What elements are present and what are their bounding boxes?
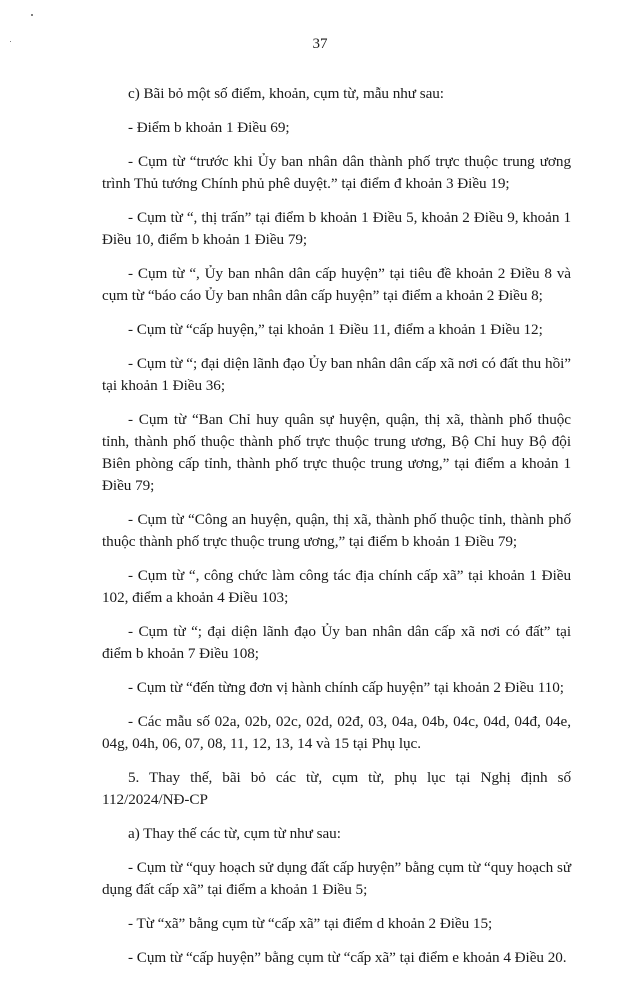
list-item: - Cụm từ “trước khi Ủy ban nhân dân thành phố trực thuộc trung ương trình Thủ tướng Chính phủ phê duyệt.” tại điểm đ khoản 3 Điều 19;	[102, 153, 571, 192]
list-item: - Cụm từ “cấp huyện,” tại khoản 1 Điều 11, điểm a khoản 1 Điều 12;	[128, 321, 543, 338]
list-item: - Cụm từ “, công chức làm công tác địa chính cấp xã” tại khoản 1 Điều 102, điểm a khoản 4 Điều 103;	[102, 567, 571, 606]
list-item: - Cụm từ “đến từng đơn vị hành chính cấp huyện” tại khoản 2 Điều 110;	[128, 679, 564, 696]
list-item: - Cụm từ “quy hoạch sử dụng đất cấp huyện” bằng cụm từ “quy hoạch sử dụng đất cấp xã” tại điểm a khoản 1 Điều 5;	[102, 859, 571, 898]
list-item: - Cụm từ “, thị trấn” tại điểm b khoản 1 Điều 5, khoản 2 Điều 9, khoản 1 Điều 10, điểm b khoản 1 Điều 79;	[102, 209, 571, 248]
list-item: - Cụm từ “; đại diện lãnh đạo Ủy ban nhân dân cấp xã nơi có đất” tại điểm b khoản 7 Điều 108;	[102, 623, 571, 662]
section-c-heading: c) Bãi bỏ một số điểm, khoản, cụm từ, mẫu như sau:	[128, 85, 444, 102]
scan-speck	[31, 14, 33, 16]
list-item: - Điểm b khoản 1 Điều 69;	[128, 119, 290, 136]
list-item: - Cụm từ “Ban Chỉ huy quân sự huyện, quận, thị xã, thành phố thuộc tỉnh, thành phố thuộc thành phố trực thuộc trung ương, Bộ Chỉ huy Bộ đội Biên phòng cấp tỉnh, thành phố trực thuộc trung ương,” tại điểm a khoản 1 Điều 79;	[102, 411, 571, 494]
list-item: - Từ “xã” bằng cụm từ “cấp xã” tại điểm d khoản 2 Điều 15;	[128, 915, 493, 932]
page-number: 37	[312, 36, 328, 52]
list-item: - Cụm từ “cấp huyện” bằng cụm từ “cấp xã” tại điểm e khoản 4 Điều 20.	[128, 949, 567, 966]
list-item: - Cụm từ “; đại diện lãnh đạo Ủy ban nhân dân cấp xã nơi có đất thu hồi” tại khoản 1 Điều 36;	[102, 355, 571, 394]
document-body	[102, 83, 571, 981]
section-5-heading: 5. Thay thế, bãi bỏ các từ, cụm từ, phụ lục tại Nghị định số 112/2024/NĐ-CP	[102, 769, 571, 808]
section-a-heading: a) Thay thế các từ, cụm từ như sau:	[128, 825, 341, 842]
list-item: - Cụm từ “, Ủy ban nhân dân cấp huyện” tại tiêu đề khoản 2 Điều 8 và cụm từ “báo cáo Ủy ban nhân dân cấp huyện” tại điểm a khoản 2 Điều 8;	[102, 265, 571, 304]
list-item: - Cụm từ “Công an huyện, quận, thị xã, thành phố thuộc tỉnh, thành phố thuộc thành phố trực thuộc trung ương,” tại điểm b khoản 1 Điều 79;	[102, 511, 571, 550]
list-item: - Các mẫu số 02a, 02b, 02c, 02d, 02đ, 03, 04a, 04b, 04c, 04d, 04đ, 04e, 04g, 04h, 06, 07, 08, 11, 12, 13, 14 và 15 tại Phụ lục.	[102, 713, 571, 752]
